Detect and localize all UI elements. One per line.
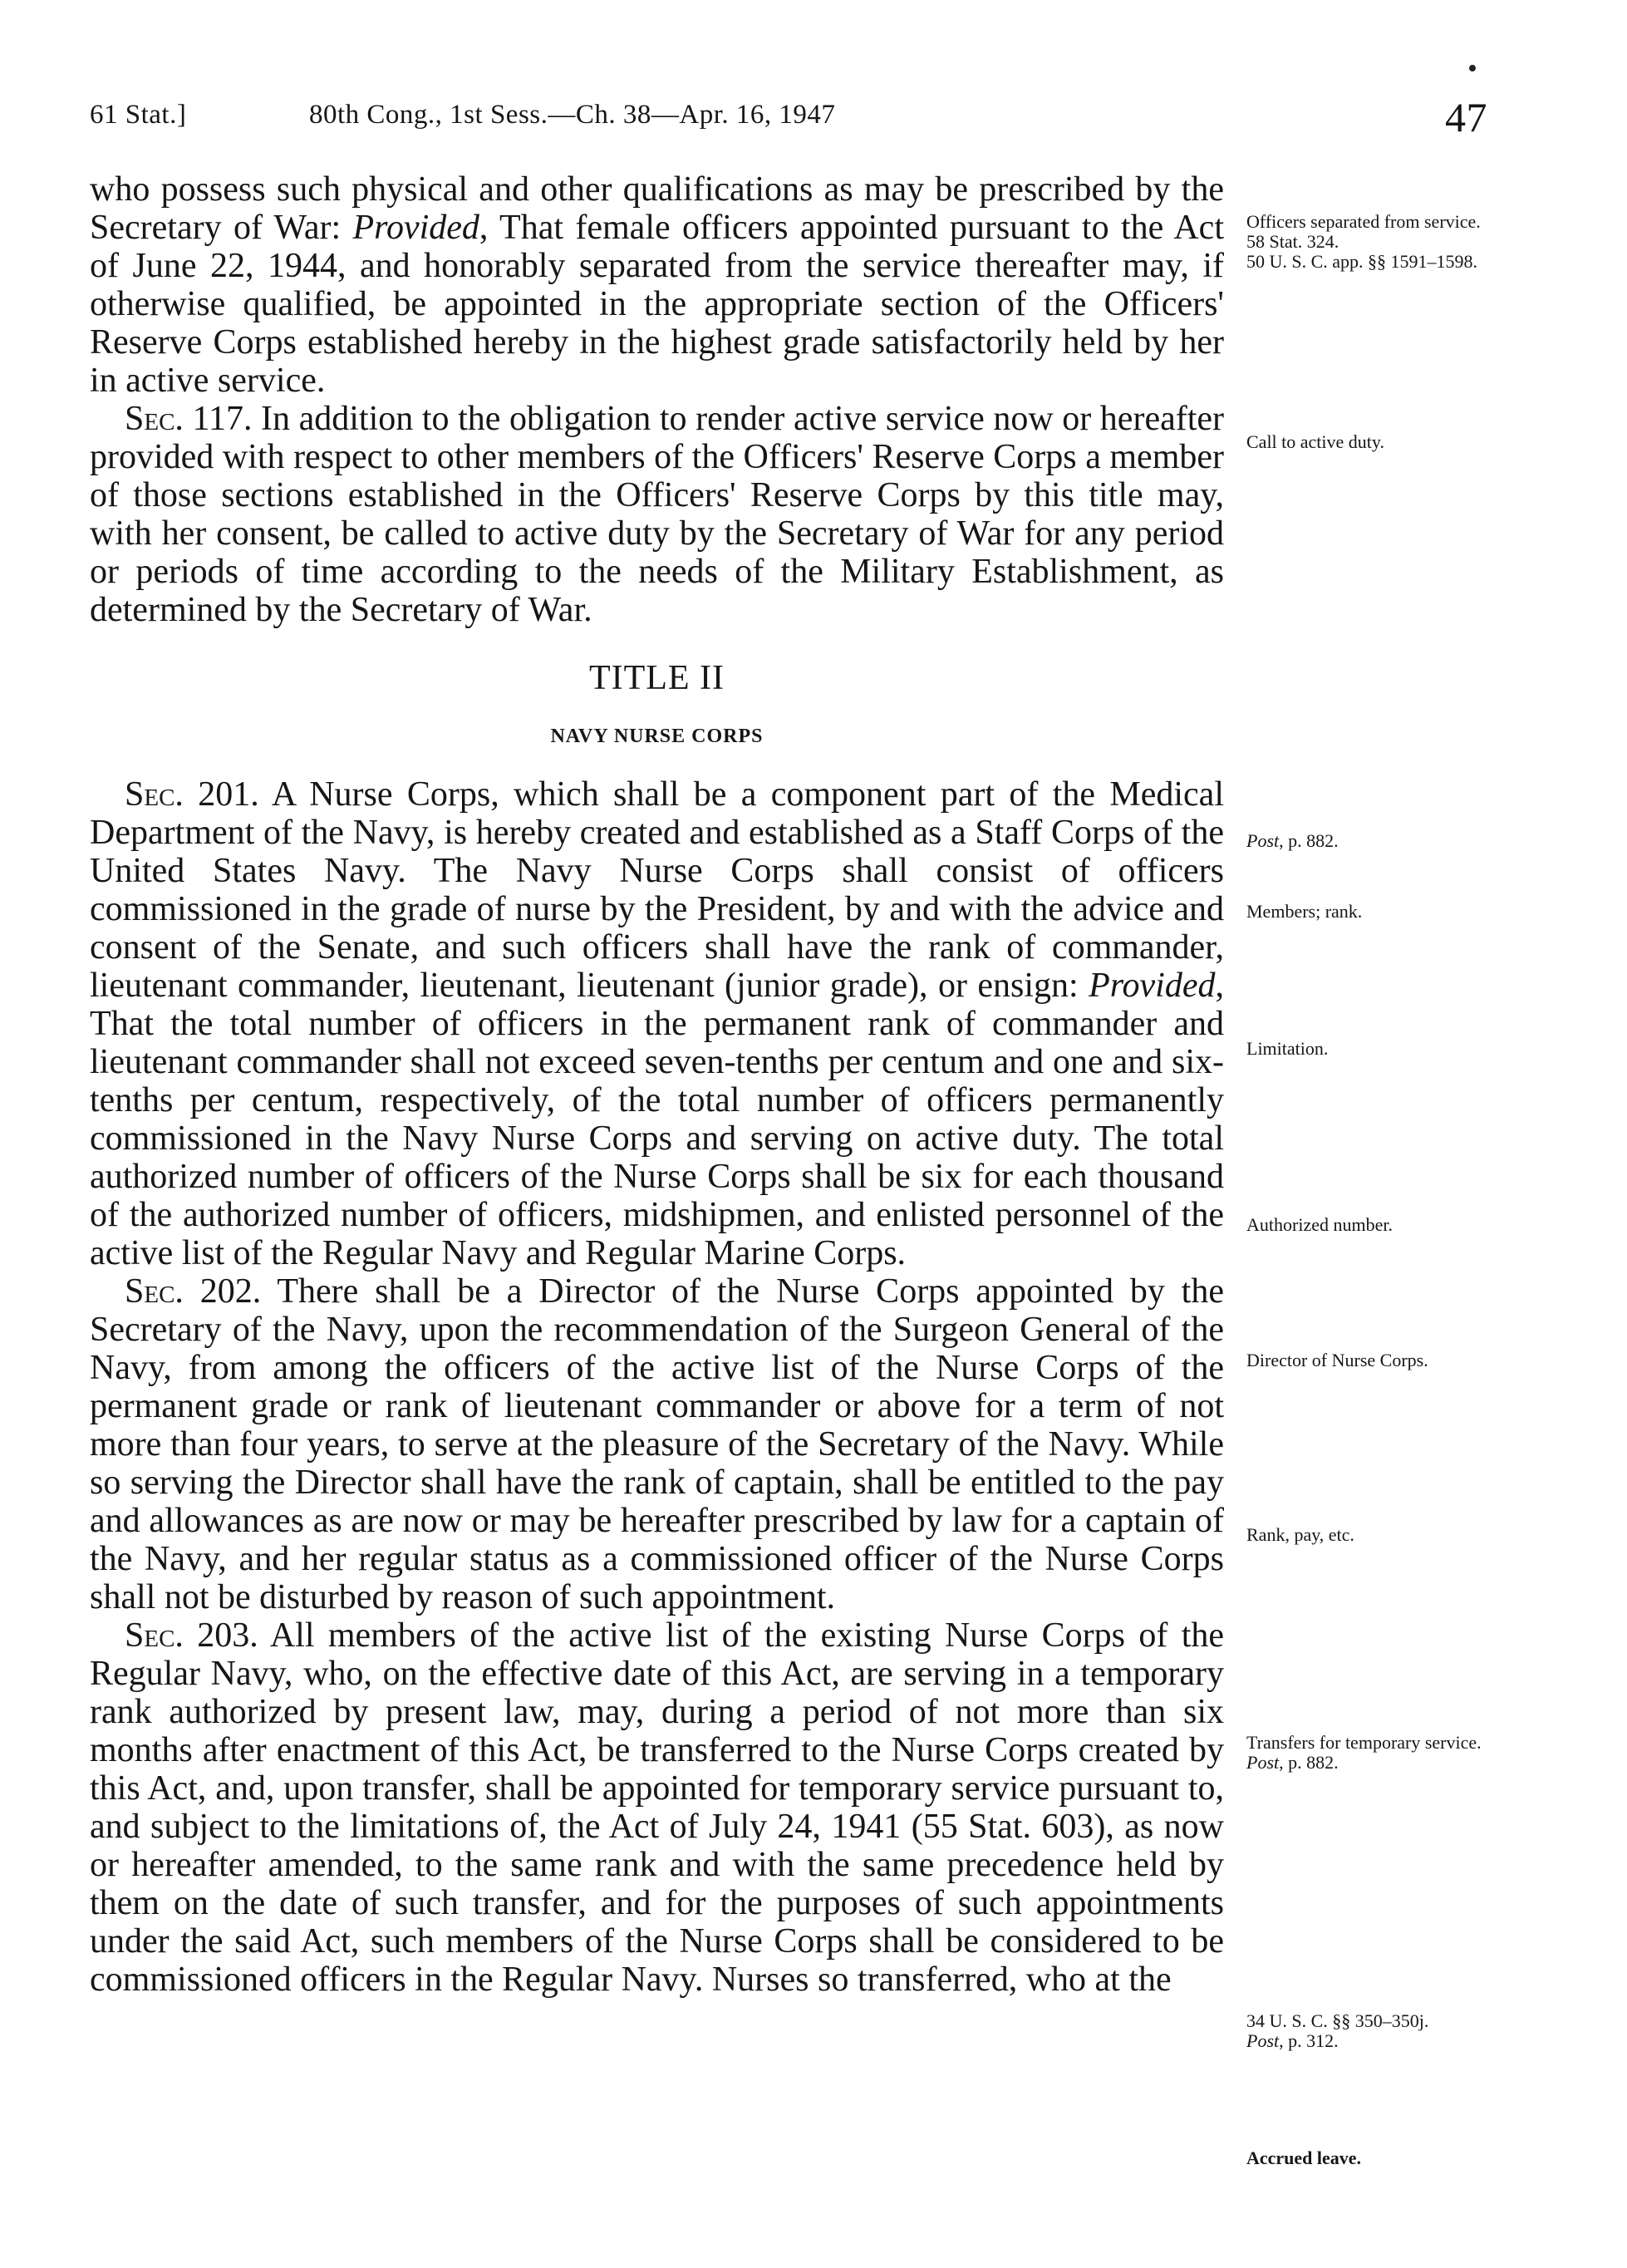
section-label: Sec. 201. — [125, 775, 259, 814]
section-201: Sec. 201. A Nurse Corps, which shall be a component part of the Medical Department of the Navy, is hereby created and established as a Staff Corps of the United States Navy. The Navy Nurse Corps shall consist of officers commissioned in the grade of nurse by the President, by and with the advice and consent of the Senate, and such officers shall have the rank of commander, lieutenant commander, lieutenant, lieutenant (junior grade), or ensign: Provided, That the total number of officers in the permanent rank of commander and lieutenant commander shall not exceed seven-tenths per centum and one and six-tenths per centum, respectively, of the total number of officers permanently commissioned in the Navy Nurse Corps and serving on active duty. The total authorized number of officers of the Nurse Corps shall be six for each thousand of the authorized number of officers, midshipmen, and enlisted personnel of the active list of the Regular Navy and Regular Marine Corps. — [90, 775, 1224, 1272]
margin-note-34-usc: 34 U. S. C. §§ 350–350j. Post, p. 312. — [1246, 2010, 1429, 2051]
section-label: Sec. 202. — [125, 1272, 262, 1311]
title-heading: TITLE II — [588, 659, 725, 697]
margin-note-director: Director of Nurse Corps. — [1246, 1350, 1428, 1370]
main-text — [90, 170, 1224, 1999]
header-session: 80th Cong., 1st Sess.—Ch. 38—Apr. 16, 1947 — [309, 100, 836, 130]
margin-note-members-rank: Members; rank. — [1246, 901, 1363, 922]
margin-note-call-to-active-duty: Call to active duty. — [1246, 431, 1384, 452]
section-203: Sec. 203. All members of the active list of the existing Nurse Corps of the Regular Navy, who, on the effective date of this Act, are serving in a temporary rank authorized by present law, may, during a period of not more than six months after enactment of this Act, be transferred to the Nurse Corps created by this Act, and, upon transfer, shall be appointed for temporary service pursuant to, and subject to the limitations of, the Act of July 24, 1941 (55 Stat. 603), as now or hereafter amended, to the same rank and with the same precedence held by them on the date of such transfer, and for the purposes of such appointments under the said Act, such members of the Nurse Corps shall be considered to be commissioned officers in the Regular Navy. Nurses so transferred, who at the — [90, 1616, 1225, 1999]
section-label: Sec. 203. — [125, 1616, 258, 1655]
margin-note-rank-pay: Rank, pay, etc. — [1246, 1524, 1354, 1545]
margin-note-accrued-leave: Accrued leave. — [1246, 2147, 1362, 2168]
margin-note-limitation: Limitation. — [1246, 1038, 1329, 1059]
section-label: Sec. 117. — [125, 400, 253, 438]
margin-note-authorized-number: Authorized number. — [1246, 1214, 1393, 1235]
ink-dot — [1469, 65, 1476, 71]
margin-note-officers-separated: Officers separated from service. 58 Stat. 324. 50 U. S. C. app. §§ 1591–1598. — [1246, 211, 1481, 272]
margin-note-post-882: Post, p. 882. — [1246, 830, 1339, 851]
paragraph-continuation: who possess such physical and other qualifications as may be prescribed by the Secretary of War: Provided, That female officers appointed pursuant to the Act of June 22, 1944, and honorably separated from the service thereafter may, if otherwise qualified, be appointed in the appropriate section of the Officers' Reserve Corps established hereby in the highest grade satisfactorily held by her in active service. — [90, 170, 1224, 400]
page-number: 47 — [1445, 94, 1487, 140]
margin-note-transfers: Transfers for temporary service. Post, p. 882. — [1246, 1732, 1482, 1773]
header-volume: 61 Stat.] — [90, 100, 187, 130]
section-117: Sec. 117. In addition to the obligation to render active service now or hereafter provided with respect to other members of the Officers' Reserve Corps a member of those sections established in the Officers' Reserve Corps by this title may, with her consent, be called to active duty by the Secretary of War for any period or periods of time according to the needs of the Military Establishment, as determined by the Secretary of War. — [90, 400, 1225, 629]
section-202: Sec. 202. There shall be a Director of the Nurse Corps appointed by the Secretary of the Navy, upon the recommendation of the Surgeon General of the Navy, from among the officers of the active list of the Nurse Corps of the permanent grade or rank of lieutenant commander or above for a term of not more than four years, to serve at the pleasure of the Secretary of the Navy. While so serving the Director shall have the rank of captain, shall be entitled to the pay and allowances as are now or may be hereafter prescribed by law for a captain of the Navy, and her regular status as a commissioned officer of the Nurse Corps shall not be disturbed by reason of such appointment. — [90, 1272, 1224, 1616]
subtitle-heading: NAVY NURSE CORPS — [550, 726, 764, 747]
